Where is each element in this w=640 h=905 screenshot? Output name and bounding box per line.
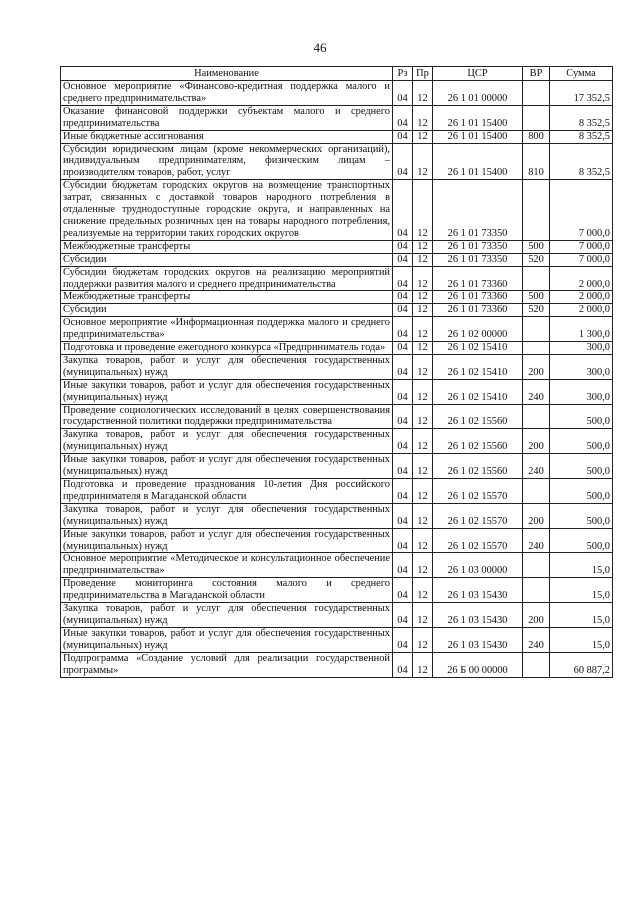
cell-pr: 12 — [413, 454, 433, 479]
cell-rz: 04 — [393, 130, 413, 143]
cell-sum: 2 000,0 — [550, 291, 613, 304]
cell-name: Межбюджетные трансферты — [61, 291, 393, 304]
cell-name: Субсидии бюджетам городских округов на возмещение транспортных затрат, связанных с доставкой товаров народного потребления в отдаленные труднодоступные городские округа, и направленных на снижение предельных розничных цен на товары народного потребления, реализуемые на территории таких городских округов — [61, 180, 393, 241]
table-row — [61, 130, 613, 143]
cell-csr: 26 1 01 73360 — [433, 266, 523, 291]
cell-csr: 26 1 01 73360 — [433, 304, 523, 317]
cell-rz: 04 — [393, 578, 413, 603]
cell-vr: 200 — [523, 354, 550, 379]
cell-name: Оказание финансовой поддержки субъектам малого и среднего предпринимательства — [61, 105, 393, 130]
cell-vr: 240 — [523, 627, 550, 652]
cell-sum: 8 352,5 — [550, 130, 613, 143]
cell-rz: 04 — [393, 404, 413, 429]
cell-sum: 60 887,2 — [550, 652, 613, 677]
cell-sum: 500,0 — [550, 528, 613, 553]
cell-rz: 04 — [393, 503, 413, 528]
cell-name: Закупка товаров, работ и услуг для обеспечения государственных (муниципальных) нужд — [61, 429, 393, 454]
cell-csr: 26 1 01 73350 — [433, 240, 523, 253]
cell-name: Иные закупки товаров, работ и услуг для обеспечения государственных (муниципальных) нужд — [61, 379, 393, 404]
cell-sum: 300,0 — [550, 379, 613, 404]
cell-pr: 12 — [413, 553, 433, 578]
cell-sum: 1 300,0 — [550, 317, 613, 342]
header-vr: ВР — [523, 67, 550, 81]
cell-sum: 500,0 — [550, 454, 613, 479]
cell-sum: 300,0 — [550, 342, 613, 355]
cell-name: Иные закупки товаров, работ и услуг для обеспечения государственных (муниципальных) нужд — [61, 528, 393, 553]
cell-pr: 12 — [413, 429, 433, 454]
table-row — [61, 253, 613, 266]
cell-name: Субсидии — [61, 304, 393, 317]
cell-vr: 200 — [523, 503, 550, 528]
cell-csr: 26 1 02 15560 — [433, 454, 523, 479]
cell-vr — [523, 652, 550, 677]
cell-rz: 04 — [393, 266, 413, 291]
cell-rz: 04 — [393, 342, 413, 355]
cell-csr: 26 1 03 15430 — [433, 578, 523, 603]
cell-vr — [523, 342, 550, 355]
cell-rz: 04 — [393, 105, 413, 130]
cell-vr — [523, 404, 550, 429]
cell-pr: 12 — [413, 180, 433, 241]
cell-name: Субсидии юридическим лицам (кроме некоммерческих организаций), индивидуальным предпринимателям, физическим лицам – производителям товаров, работ, услуг — [61, 143, 393, 180]
cell-rz: 04 — [393, 429, 413, 454]
cell-pr: 12 — [413, 130, 433, 143]
cell-csr: 26 1 02 15410 — [433, 379, 523, 404]
header-name: Наименование — [61, 67, 393, 81]
cell-vr: 200 — [523, 429, 550, 454]
header-row — [61, 67, 613, 81]
cell-sum: 7 000,0 — [550, 180, 613, 241]
cell-pr: 12 — [413, 503, 433, 528]
table-row — [61, 143, 613, 180]
cell-csr: 26 1 01 15400 — [433, 105, 523, 130]
table-row — [61, 240, 613, 253]
cell-rz: 04 — [393, 528, 413, 553]
cell-name: Основное мероприятие «Методическое и консультационное обеспечение предпринимательства» — [61, 553, 393, 578]
cell-pr: 12 — [413, 304, 433, 317]
page-number: 46 — [313, 40, 327, 55]
cell-vr: 240 — [523, 379, 550, 404]
cell-vr — [523, 578, 550, 603]
cell-pr: 12 — [413, 266, 433, 291]
cell-sum: 500,0 — [550, 503, 613, 528]
cell-csr: 26 1 02 15570 — [433, 479, 523, 504]
cell-csr: 26 1 02 15570 — [433, 503, 523, 528]
cell-name: Закупка товаров, работ и услуг для обеспечения государственных (муниципальных) нужд — [61, 603, 393, 628]
cell-name: Иные бюджетные ассигнования — [61, 130, 393, 143]
cell-csr: 26 1 01 15400 — [433, 143, 523, 180]
cell-rz: 04 — [393, 240, 413, 253]
table-row — [61, 379, 613, 404]
cell-pr: 12 — [413, 354, 433, 379]
cell-csr: 26 1 03 00000 — [433, 553, 523, 578]
cell-sum: 2 000,0 — [550, 304, 613, 317]
cell-csr: 26 1 02 15560 — [433, 429, 523, 454]
cell-csr: 26 1 01 15400 — [433, 130, 523, 143]
cell-vr — [523, 266, 550, 291]
cell-pr: 12 — [413, 253, 433, 266]
table-row — [61, 429, 613, 454]
cell-sum: 15,0 — [550, 578, 613, 603]
cell-rz: 04 — [393, 553, 413, 578]
cell-pr: 12 — [413, 578, 433, 603]
budget-table — [60, 66, 613, 678]
table-row — [61, 105, 613, 130]
cell-sum: 15,0 — [550, 627, 613, 652]
cell-vr: 240 — [523, 454, 550, 479]
cell-rz: 04 — [393, 354, 413, 379]
cell-sum: 7 000,0 — [550, 253, 613, 266]
cell-name: Иные закупки товаров, работ и услуг для обеспечения государственных (муниципальных) нужд — [61, 627, 393, 652]
cell-csr: 26 1 03 15430 — [433, 627, 523, 652]
cell-vr — [523, 317, 550, 342]
cell-vr: 200 — [523, 603, 550, 628]
cell-csr: 26 1 01 73350 — [433, 253, 523, 266]
cell-rz: 04 — [393, 317, 413, 342]
table-row — [61, 304, 613, 317]
cell-rz: 04 — [393, 603, 413, 628]
header-pr: Пр — [413, 67, 433, 81]
cell-vr — [523, 81, 550, 106]
header-csr: ЦСР — [433, 67, 523, 81]
table-row — [61, 652, 613, 677]
cell-csr: 26 1 02 00000 — [433, 317, 523, 342]
cell-sum: 15,0 — [550, 553, 613, 578]
cell-rz: 04 — [393, 81, 413, 106]
cell-name: Подготовка и проведение празднования 10-летия Дня российского предпринимателя в Магаданской области — [61, 479, 393, 504]
table-row — [61, 180, 613, 241]
header-rz: Рз — [393, 67, 413, 81]
cell-pr: 12 — [413, 143, 433, 180]
cell-sum: 7 000,0 — [550, 240, 613, 253]
cell-csr: 26 1 02 15410 — [433, 354, 523, 379]
cell-pr: 12 — [413, 652, 433, 677]
cell-name: Подпрограмма «Создание условий для реализации государственной программы» — [61, 652, 393, 677]
cell-sum: 500,0 — [550, 429, 613, 454]
cell-rz: 04 — [393, 627, 413, 652]
cell-pr: 12 — [413, 603, 433, 628]
cell-sum: 2 000,0 — [550, 266, 613, 291]
cell-pr: 12 — [413, 404, 433, 429]
cell-sum: 8 352,5 — [550, 143, 613, 180]
cell-pr: 12 — [413, 379, 433, 404]
cell-vr: 240 — [523, 528, 550, 553]
cell-name: Субсидии бюджетам городских округов на реализацию мероприятий поддержки развития малого и среднего предпринимательства — [61, 266, 393, 291]
table-row — [61, 454, 613, 479]
table-row — [61, 354, 613, 379]
table-row — [61, 553, 613, 578]
cell-pr: 12 — [413, 479, 433, 504]
cell-rz: 04 — [393, 652, 413, 677]
cell-rz: 04 — [393, 180, 413, 241]
cell-pr: 12 — [413, 240, 433, 253]
table-row — [61, 603, 613, 628]
table-row — [61, 503, 613, 528]
cell-sum: 8 352,5 — [550, 105, 613, 130]
cell-name: Субсидии — [61, 253, 393, 266]
cell-vr: 500 — [523, 291, 550, 304]
cell-pr: 12 — [413, 81, 433, 106]
cell-name: Закупка товаров, работ и услуг для обеспечения государственных (муниципальных) нужд — [61, 354, 393, 379]
cell-rz: 04 — [393, 454, 413, 479]
cell-csr: 26 Б 00 00000 — [433, 652, 523, 677]
cell-pr: 12 — [413, 627, 433, 652]
cell-name: Основное мероприятие «Информационная поддержка малого и среднего предпринимательства» — [61, 317, 393, 342]
table-row — [61, 81, 613, 106]
cell-vr — [523, 105, 550, 130]
cell-vr: 520 — [523, 304, 550, 317]
cell-rz: 04 — [393, 304, 413, 317]
cell-name: Подготовка и проведение ежегодного конкурса «Предприниматель года» — [61, 342, 393, 355]
table-row — [61, 342, 613, 355]
cell-pr: 12 — [413, 342, 433, 355]
cell-pr: 12 — [413, 528, 433, 553]
cell-sum: 300,0 — [550, 354, 613, 379]
cell-csr: 26 1 02 15560 — [433, 404, 523, 429]
cell-vr — [523, 553, 550, 578]
cell-vr: 520 — [523, 253, 550, 266]
cell-rz: 04 — [393, 143, 413, 180]
cell-name: Проведение мониторинга состояния малого и среднего предпринимательства в Магаданской области — [61, 578, 393, 603]
cell-name: Межбюджетные трансферты — [61, 240, 393, 253]
cell-csr: 26 1 03 15430 — [433, 603, 523, 628]
cell-csr: 26 1 01 73350 — [433, 180, 523, 241]
cell-name: Иные закупки товаров, работ и услуг для обеспечения государственных (муниципальных) нужд — [61, 454, 393, 479]
cell-vr: 800 — [523, 130, 550, 143]
cell-name: Проведение социологических исследований в целях совершенствования государственной политики поддержки предпринимательства — [61, 404, 393, 429]
cell-pr: 12 — [413, 291, 433, 304]
cell-pr: 12 — [413, 105, 433, 130]
cell-sum: 17 352,5 — [550, 81, 613, 106]
table-row — [61, 627, 613, 652]
cell-pr: 12 — [413, 317, 433, 342]
table-row — [61, 479, 613, 504]
cell-sum: 500,0 — [550, 404, 613, 429]
cell-sum: 500,0 — [550, 479, 613, 504]
table-row — [61, 528, 613, 553]
cell-rz: 04 — [393, 479, 413, 504]
cell-name: Закупка товаров, работ и услуг для обеспечения государственных (муниципальных) нужд — [61, 503, 393, 528]
cell-vr — [523, 180, 550, 241]
table-row — [61, 317, 613, 342]
table-row — [61, 291, 613, 304]
cell-rz: 04 — [393, 379, 413, 404]
header-sum: Сумма — [550, 67, 613, 81]
table-row — [61, 578, 613, 603]
table-row — [61, 404, 613, 429]
table-header — [61, 67, 613, 81]
cell-csr: 26 1 01 00000 — [433, 81, 523, 106]
cell-csr: 26 1 02 15570 — [433, 528, 523, 553]
cell-csr: 26 1 02 15410 — [433, 342, 523, 355]
cell-vr: 500 — [523, 240, 550, 253]
cell-vr — [523, 479, 550, 504]
cell-name: Основное мероприятие «Финансово-кредитная поддержка малого и среднего предпринимательства» — [61, 81, 393, 106]
cell-rz: 04 — [393, 291, 413, 304]
table-row — [61, 266, 613, 291]
cell-rz: 04 — [393, 253, 413, 266]
table-body — [61, 81, 613, 678]
cell-vr: 810 — [523, 143, 550, 180]
cell-sum: 15,0 — [550, 603, 613, 628]
cell-csr: 26 1 01 73360 — [433, 291, 523, 304]
